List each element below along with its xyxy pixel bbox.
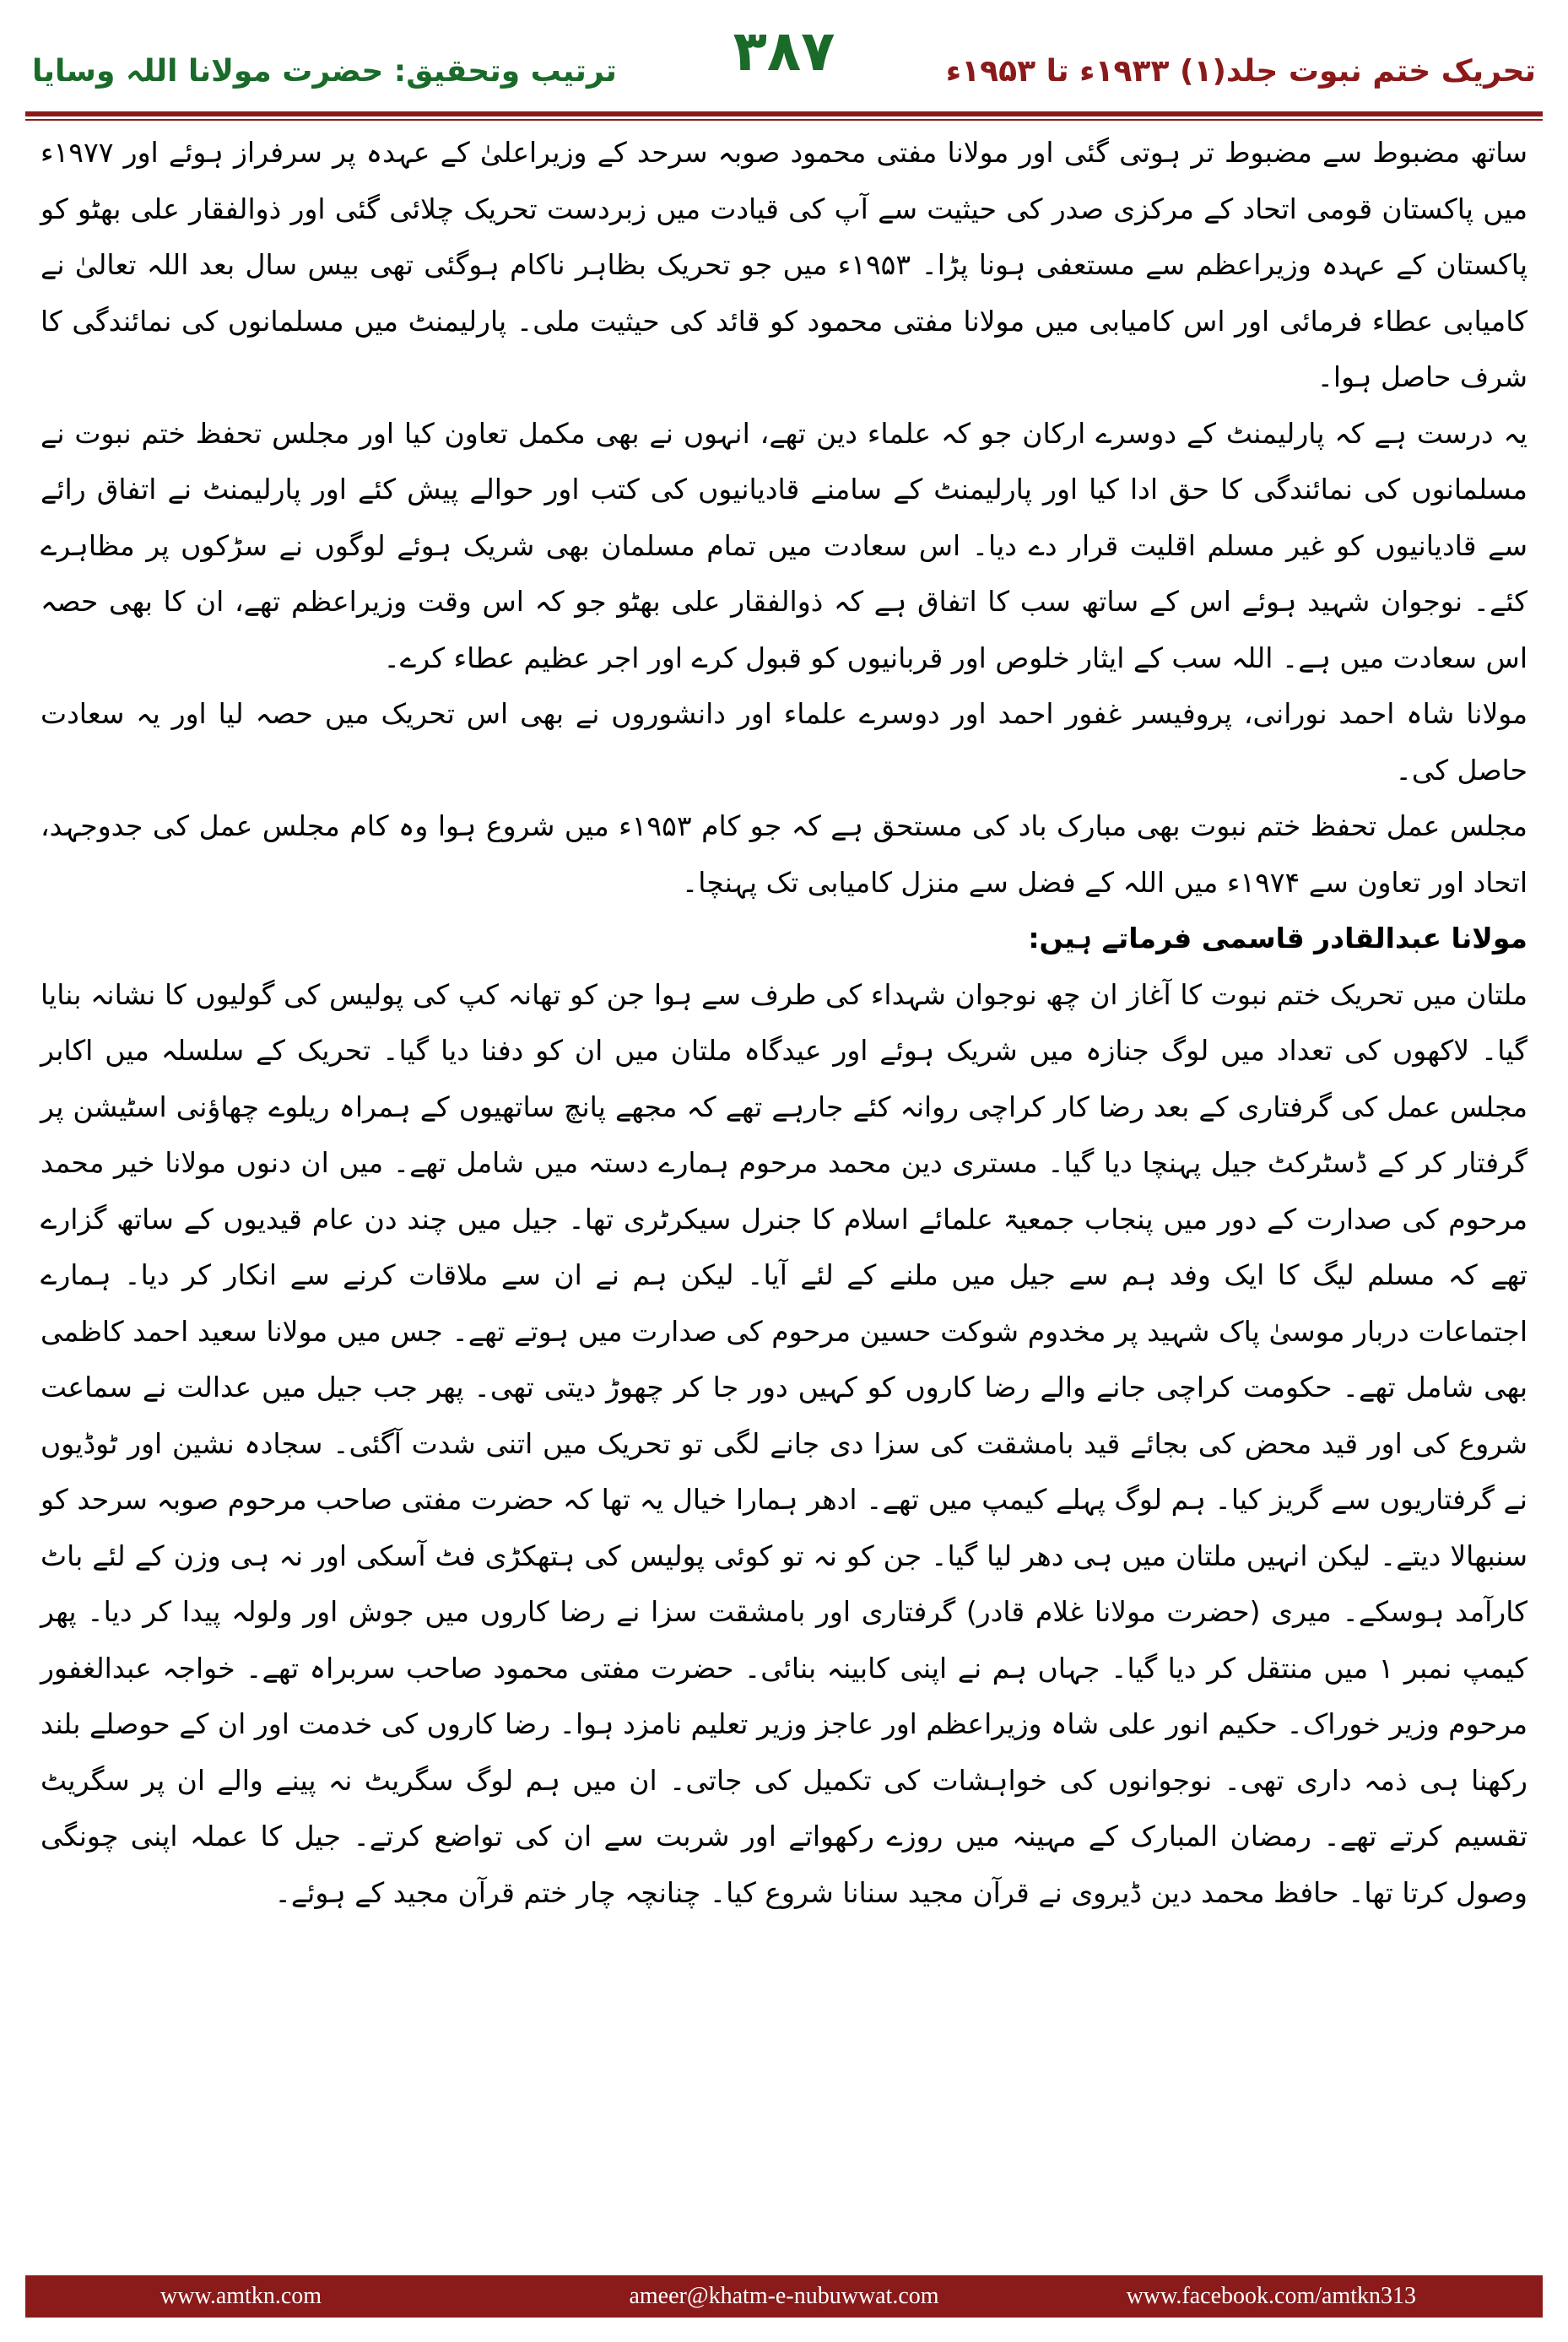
facebook-link[interactable]: www.facebook.com/amtkn313 xyxy=(1126,2283,1416,2309)
header-divider-thin xyxy=(25,119,1543,121)
paragraph: ساتھ مضبوط سے مضبوط تر ہوتی گئی اور مولانا مفتی محمود صوبہ سرحد کے وزیراعلیٰ کے عہدہ پر سرفراز ہوئے اور ۱۹۷۷ء میں پاکستان قومی اتحاد کے مرکزی صدر کی حیثیت سے آپ کی قیادت میں زبردست تحریک چلائی گئی اور ذوالفقار علی بھٹو کو پاکستان کے عہدہ وزیراعظم سے مستعفی ہونا پڑا۔ ۱۹۵۳ء میں جو تحریک بظاہر ناکام ہوگئی تھی بیس سال بعد اللہ تعالیٰ نے کامیابی عطاء فرمائی اور اس کامیابی میں مولانا مفتی محمود کو قائد کی حیثیت ملی۔ پارلیمنٹ میں مسلمانوں کی نمائندگی کا شرف حاصل ہوا۔ xyxy=(41,136,1528,393)
paragraph: یہ درست ہے کہ پارلیمنٹ کے دوسرے ارکان جو کہ علماء دین تھے، انہوں نے بھی مکمل تعاون کیا اور مجلس تحفظ ختم نبوت نے مسلمانوں کی نمائندگی کا حق ادا کیا اور پارلیمنٹ کے سامنے قادیانیوں کی کتب اور حوالے پیش کئے اور پارلیمنٹ نے اتفاق رائے سے قادیانیوں کو غیر مسلم اقلیت قرار دے دیا۔ اس سعادت میں تمام مسلمان بھی شریک ہوئے لوگوں نے سڑکوں پر مظاہرے کئے۔ نوجوان شہید ہوئے اس کے ساتھ سب کا اتفاق ہے کہ ذوالفقار علی بھٹو جو کہ اس وقت وزیراعظم تھے، ان کا بھی حصہ اس سعادت میں ہے۔ اللہ سب کے ایثار خلوص اور قربانیوں کو قبول کرے اور اجر عظیم عطاء کرے۔ xyxy=(41,416,1527,674)
quote-intro: مولانا عبدالقادر قاسمی فرماتے ہیں: xyxy=(1028,922,1527,955)
email-link[interactable]: ameer@khatm-e-nubuwwat.com xyxy=(629,2283,939,2309)
page-number: ۳۸۷ xyxy=(733,19,835,84)
page-header xyxy=(25,19,1543,111)
book-title: تحریک ختم نبوت جلد(۱) ۱۹۳۳ء تا ۱۹۵۳ء xyxy=(945,54,1536,89)
paragraph: ملتان میں تحریک ختم نبوت کا آغاز ان چھ نوجوان شہداء کی طرف سے ہوا جن کو تھانہ کپ کی پولیس کی گولیوں کا نشانہ بنایا گیا۔ لاکھوں کی تعداد میں لوگ جنازہ میں شریک ہوئے اور عیدگاہ ملتان میں ان کو دفنا دیا گیا۔ تحریک کے سلسلہ میں اکابر مجلس عمل کی گرفتاری کے بعد رضا کار کراچی روانہ کئے جارہے تھے کہ مجھے پانچ ساتھیوں کے ہمراہ ریلوے چھاؤنی اسٹیشن پر گرفتار کر کے ڈسٹرکٹ جیل پہنچا دیا گیا۔ مستری دین محمد مرحوم ہمارے دستہ میں شامل تھے۔ میں ان دنوں مولانا خیر محمد مرحوم کی صدارت کے دور میں پنجاب جمعیۃ علمائے اسلام کا جنرل سیکرٹری تھا۔ جیل میں چند دن عام قیدیوں کے ساتھ گزارے تھے کہ مسلم لیگ کا ایک وفد ہم سے جیل میں ملنے کے لئے آیا۔ لیکن ہم نے ان سے ملاقات کرنے سے انکار کر دیا۔ ہمارے اجتماعات دربار موسیٰ پاک شہید پر مخدوم شوکت حسین مرحوم کی صدارت میں ہوتے تھے۔ جس میں مولانا سعید احمد کاظمی بھی شامل تھے۔ حکومت کراچی جانے والے رضا کاروں کو کہیں دور جا کر چھوڑ دیتی تھی۔ پھر جب جیل میں عدالت نے سماعت شروع کی اور قید محض کی بجائے قید بامشقت کی سزا دی جانے لگی تو تحریک میں اتنی شدت آگئی۔ سجادہ نشین اور ٹوڈیوں نے گرفتاریوں سے گریز کیا۔ ہم لوگ پہلے کیمپ میں تھے۔ ادھر ہمارا خیال یہ تھا کہ حضرت مفتی صاحب مرحوم صوبہ سرحد کو سنبھالا دیتے۔ لیکن انہیں ملتان میں ہی دھر لیا گیا۔ جن کو نہ تو کوئی پولیس کی ہتھکڑی فٹ آسکی اور نہ ہی وزن کے لئے باٹ کارآمد ہوسکے۔ میری (حضرت مولانا غلام قادر) گرفتاری اور بامشقت سزا نے رضا کاروں میں جوش اور ولولہ پیدا کر دیا۔ پھر کیمپ نمبر ۱ میں منتقل کر دیا گیا۔ جہاں ہم نے اپنی کابینہ بنائی۔ حضرت مفتی محمود صاحب سربراہ تھے۔ خواجہ عبدالغفور مرحوم وزیر خوراک۔ حکیم انور علی شاہ وزیراعظم اور عاجز وزیر تعلیم نامزد ہوا۔ رضا کاروں کی خدمت اور ان کے حوصلے بلند رکھنا ہی ذمہ داری تھی۔ نوجوانوں کی خواہشات کی تکمیل کی جاتی۔ ان میں ہم لوگ سگریٹ نہ پینے والے ان پر سگریٹ تقسیم کرتے تھے۔ رمضان المبارک کے مہینہ میں روزے رکھواتے اور شربت سے ان کی تواضع کرتے۔ جیل کا عملہ اپنی چونگی وصول کرتا تھا۔ حافظ محمد دین ڈیروی نے قرآن مجید سنانا شروع کیا۔ چنانچہ چار ختم قرآن مجید کے ہوئے۔ xyxy=(41,977,1527,1909)
header-divider xyxy=(25,111,1543,116)
paragraph: مجلس عمل تحفظ ختم نبوت بھی مبارک باد کی مستحق ہے کہ جو کام ۱۹۵۳ء میں شروع ہوا وہ کام مجلس عمل کی جدوجہد، اتحاد اور تعاون سے ۱۹۷۴ء میں اللہ کے فضل سے منزل کامیابی تک پہنچا۔ xyxy=(41,809,1527,899)
website-link[interactable]: www.amtkn.com xyxy=(160,2283,322,2309)
paragraph: مولانا شاہ احمد نورانی، پروفیسر غفور احمد اور دوسرے علماء اور دانشوروں نے بھی اس تحریک میں حصہ لیا اور یہ سعادت حاصل کی۔ xyxy=(41,697,1527,787)
compiler-credit: ترتیب وتحقیق: حضرت مولانا اللہ وسایا xyxy=(32,54,617,89)
page-footer xyxy=(25,2275,1543,2318)
page-body xyxy=(41,125,1527,1921)
